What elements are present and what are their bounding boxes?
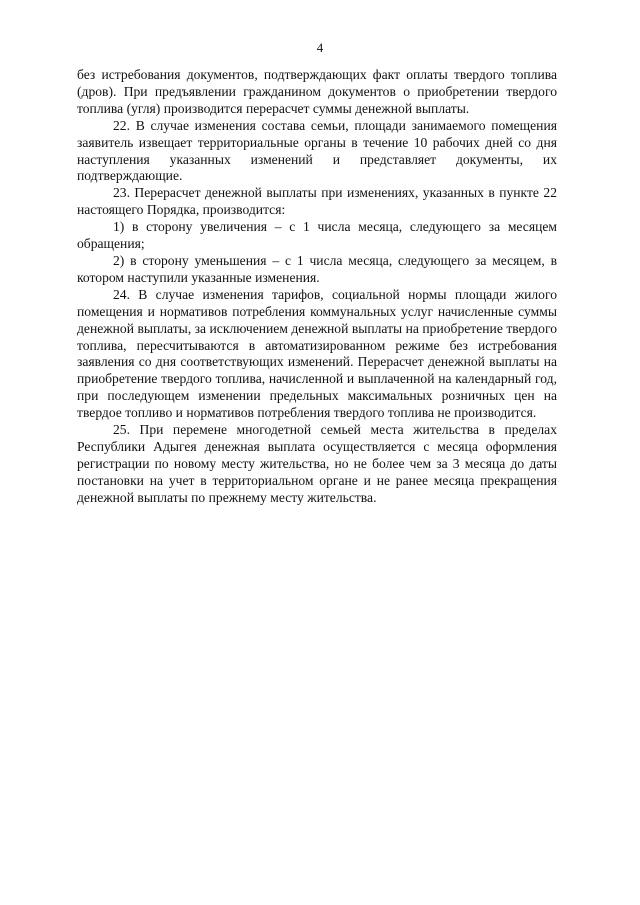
paragraph-25: 25. При перемене многодетной семьей места жительства в пределах Республики Адыгея денежная выплата осуществляется с месяца оформления регистрации по новому месту жительства, но не более чем за 3 месяца до даты постановки на учет в территориальном органе и не ранее месяца прекращения денежной выплаты по прежнему месту жительства. [77, 422, 557, 505]
paragraph-22: 22. В случае изменения состава семьи, площади занимаемого помещения заявитель извещает территориальные органы в течение 10 рабочих дней со дня наступления указанных изменений и представляет документы, их подтверждающие. [77, 117, 557, 184]
page-number: 4 [316, 40, 324, 55]
document-body [77, 67, 557, 507]
paragraph-23-item-1: 1) в сторону увеличения – с 1 числа месяца, следующего за месяцем обращения; [77, 219, 557, 252]
paragraph-23: 23. Перерасчет денежной выплаты при изменениях, указанных в пункте 22 настоящего Порядка, производится: [77, 185, 557, 218]
paragraph-continuation: без истребования документов, подтверждающих факт оплаты твердого топлива (дров). При предъявлении гражданином документов о приобретении твердого топлива (угля) производится перерасчет суммы денежной выплаты. [77, 67, 557, 116]
paragraph-23-item-2: 2) в сторону уменьшения – с 1 числа месяца, следующего за месяцем, в котором наступили указанные изменения. [77, 252, 557, 285]
paragraph-24: 24. В случае изменения тарифов, социальной нормы площади жилого помещения и нормативов потребления коммунальных услуг начисленные суммы денежной выплаты, за исключением денежной выплаты на приобретение твердого топлива, пересчитываются в автоматизированном режиме без истребования заявления со дня соответствующих изменений. Перерасчет денежной выплаты на приобретение твердого топлива, начисленной и выплаченной на календарный год, при последующем изменении предельных максимальных розничных цен на твердое топливо и нормативов потребления твердого топлива не производится. [77, 286, 557, 421]
